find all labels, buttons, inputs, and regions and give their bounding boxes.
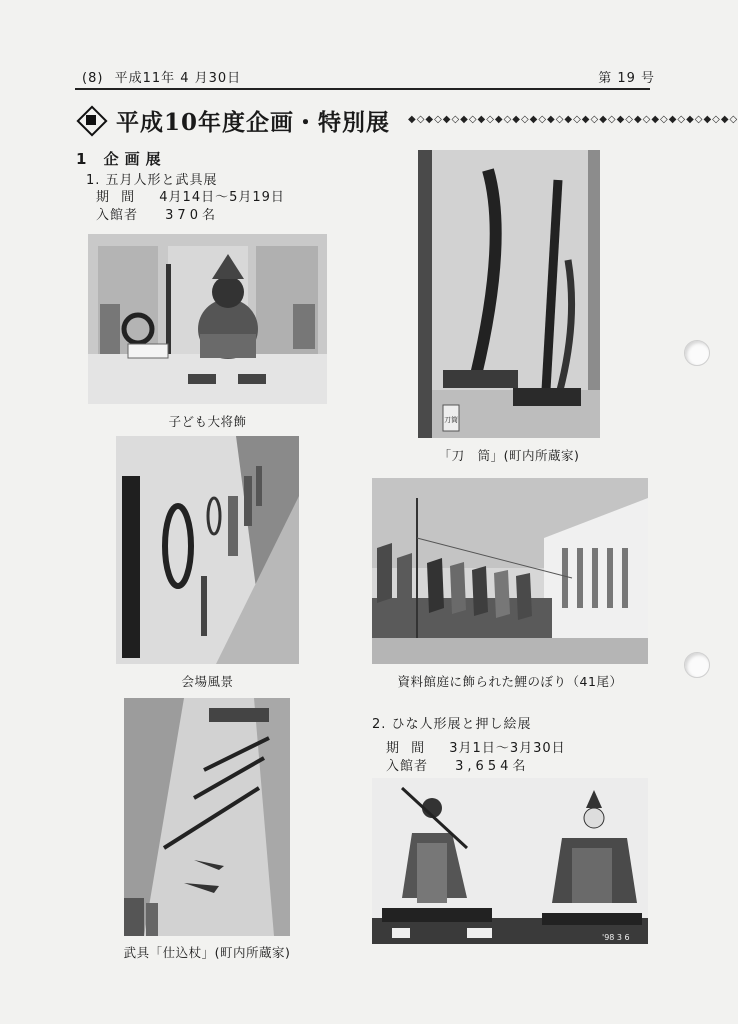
item1-period (96, 186, 285, 205)
caption-samurai-display: 子ども大将飾 (168, 414, 247, 429)
visitors-label: 入館者 (386, 759, 429, 774)
photo-venue (116, 436, 299, 664)
photo-weapon-canes (124, 698, 290, 936)
issue-date: 平成11年 4 月30日 (114, 71, 242, 86)
weapon-canes-image (124, 698, 290, 936)
caption-venue: 会場風景 (181, 674, 234, 689)
date-stamp: '98 3 6 (602, 933, 630, 942)
item1-visitors (96, 204, 219, 223)
visitors-value: 3,654名 (455, 759, 530, 774)
page-title: 平成10年度企画・特別展 (116, 108, 391, 136)
carp-streamers-image (372, 478, 648, 664)
visitors-value: 370名 (165, 208, 219, 223)
header-rule (75, 88, 650, 90)
caption-sword-sheaths: 「刀 筒」(町内所蔵家) (438, 448, 580, 463)
photo-hina-dolls (372, 778, 648, 944)
diamond-bullet-icon (78, 107, 104, 133)
page-number: (8) (82, 71, 104, 86)
caption-carp-streamers: 資料館庭に飾られた鯉のぼり（41尾） (397, 674, 623, 689)
ornament-chain-icon: ◆◇◆◇◆◇◆◇◆◇◆◇◆◇◆◇◆◇◆◇◆◇◆◇◆◇◆◇◆◇◆◇◆◇◆◇◆◇ (408, 114, 738, 125)
punch-hole-top (684, 340, 710, 366)
sword-sheaths-image (418, 150, 600, 438)
section-heading: 1 企画展 (76, 150, 167, 168)
photo-carp-streamers (372, 478, 648, 664)
period-label: 期 間 (386, 741, 429, 756)
venue-image (116, 436, 299, 664)
caption-weapon-canes: 武具「仕込杖」(町内所蔵家) (123, 945, 291, 960)
photo-sword-sheaths (418, 150, 600, 438)
punch-hole-bottom (684, 652, 710, 678)
period-label: 期 間 (96, 190, 139, 205)
visitors-label: 入館者 (96, 208, 139, 223)
header-left (82, 67, 241, 86)
item2-title: 2. ひな人形展と押し絵展 (372, 717, 532, 732)
samurai-display-image (88, 234, 327, 404)
hina-dolls-image (372, 778, 648, 944)
period-value: 4月14日～5月19日 (159, 190, 285, 205)
period-value: 3月1日～3月30日 (449, 741, 566, 756)
tag-label: 刀筒 (444, 416, 458, 424)
issue-number: 第 19 号 (598, 71, 655, 86)
photo-samurai-display (88, 234, 327, 404)
item1-title: 1. 五月人形と武具展 (86, 173, 218, 188)
title-row (78, 104, 390, 136)
item2-visitors (386, 755, 529, 774)
item2-period (386, 737, 566, 756)
